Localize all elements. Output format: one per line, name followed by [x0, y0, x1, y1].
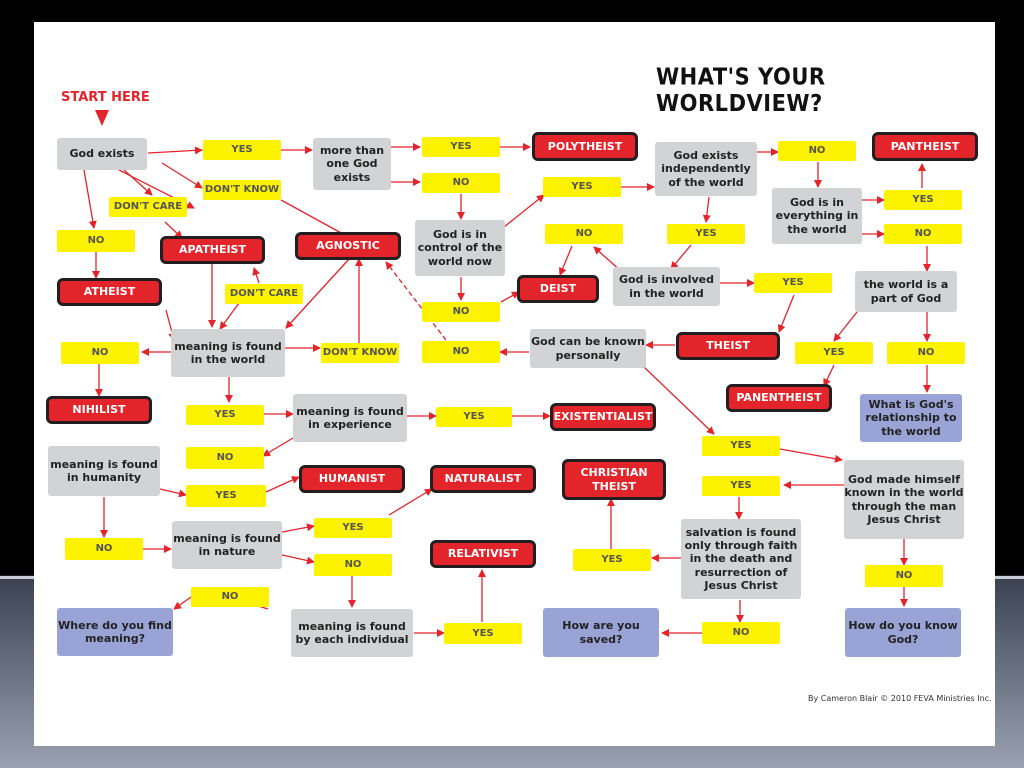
answer-yes: YES: [754, 273, 832, 293]
result-deist: DEIST: [517, 275, 599, 303]
answer-no: NO: [57, 230, 135, 252]
answer-yes: YES: [702, 476, 780, 496]
start-arrow-icon: [95, 110, 109, 126]
answer-no: NO: [702, 622, 780, 644]
result-nihilist: NIHILIST: [46, 396, 152, 424]
answer-no: NO: [186, 447, 264, 469]
node-god-known-personally: God can be known personally: [530, 329, 646, 368]
answer-dont-care: DON'T CARE: [225, 284, 303, 304]
answer-no: NO: [422, 302, 500, 322]
answer-yes: YES: [314, 518, 392, 538]
answer-no: NO: [422, 173, 500, 193]
answer-no: NO: [61, 342, 139, 364]
answer-yes: YES: [702, 436, 780, 456]
answer-yes: YES: [884, 190, 962, 210]
result-relativist: RELATIVIST: [430, 540, 536, 568]
node-god-made-himself-known: God made himself known in the world through the man Jesus Christ: [844, 460, 964, 539]
result-polytheist: POLYTHEIST: [532, 132, 638, 161]
node-meaning-nature: meaning is found in nature: [172, 521, 282, 569]
answer-no: NO: [191, 587, 269, 607]
question-where-meaning: Where do you find meaning?: [57, 608, 173, 656]
node-god-exists: God exists: [57, 138, 147, 170]
node-meaning-humanity: meaning is found in humanity: [48, 446, 160, 496]
answer-yes: YES: [422, 137, 500, 157]
answer-yes: YES: [795, 342, 873, 364]
node-god-independent: God exists independently of the world: [655, 142, 757, 196]
start-label: START HERE: [61, 90, 150, 105]
answer-yes: YES: [444, 623, 522, 644]
node-god-involved: God is involved in the world: [613, 267, 720, 306]
result-existentialist: EXISTENTIALIST: [550, 403, 656, 431]
node-meaning-world: meaning is found in the world: [171, 329, 285, 377]
node-more-than-one-god: more than one God exists: [313, 138, 391, 190]
answer-no: NO: [422, 341, 500, 363]
credit-line: By Cameron Blair © 2010 FEVA Ministries Inc.: [808, 694, 992, 703]
result-pantheist: PANTHEIST: [872, 132, 978, 161]
answer-no: NO: [884, 224, 962, 244]
node-meaning-individual: meaning is found by each individual: [291, 609, 413, 657]
result-humanist: HUMANIST: [299, 465, 405, 493]
result-agnostic: AGNOSTIC: [295, 232, 401, 260]
result-christian-theist: CHRISTIAN THEIST: [562, 459, 666, 500]
question-god-relationship: What is God's relationship to the world: [860, 394, 962, 442]
page-title: WHAT'S YOUR WORLDVIEW?: [656, 63, 826, 117]
question-how-saved: How are you saved?: [543, 608, 659, 657]
node-salvation-faith: salvation is found only through faith in the death and resurrection of Jesus Christ: [681, 519, 801, 599]
answer-dont-know: DON'T KNOW: [203, 180, 281, 200]
node-meaning-experience: meaning is found in experience: [293, 394, 407, 442]
answer-no: NO: [778, 141, 856, 161]
answer-no: NO: [865, 565, 943, 587]
flowchart-slide: [34, 22, 995, 746]
answer-no: NO: [65, 538, 143, 560]
answer-yes: YES: [573, 549, 651, 571]
answer-yes: YES: [667, 224, 745, 244]
answer-dont-care: DON'T CARE: [109, 197, 187, 217]
answer-no: NO: [887, 342, 965, 364]
answer-no: NO: [545, 224, 623, 244]
answer-yes: YES: [186, 405, 264, 425]
node-god-in-control: God is in control of the world now: [415, 220, 505, 276]
answer-yes: YES: [203, 140, 281, 160]
result-naturalist: NATURALIST: [430, 465, 536, 493]
result-panentheist: PANENTHEIST: [726, 384, 832, 412]
node-god-in-everything: God is in everything in the world: [772, 188, 862, 244]
question-how-know-god: How do you know God?: [845, 608, 961, 657]
answer-no: NO: [314, 554, 392, 576]
node-world-part-of-god: the world is a part of God: [855, 271, 957, 312]
answer-yes: YES: [543, 177, 621, 197]
result-atheist: ATHEIST: [57, 278, 162, 306]
result-apatheist: APATHEIST: [160, 236, 265, 264]
answer-yes: YES: [186, 485, 266, 507]
answer-dont-know: DON'T KNOW: [321, 343, 399, 363]
answer-yes: YES: [436, 407, 512, 427]
result-theist: THEIST: [676, 332, 780, 360]
